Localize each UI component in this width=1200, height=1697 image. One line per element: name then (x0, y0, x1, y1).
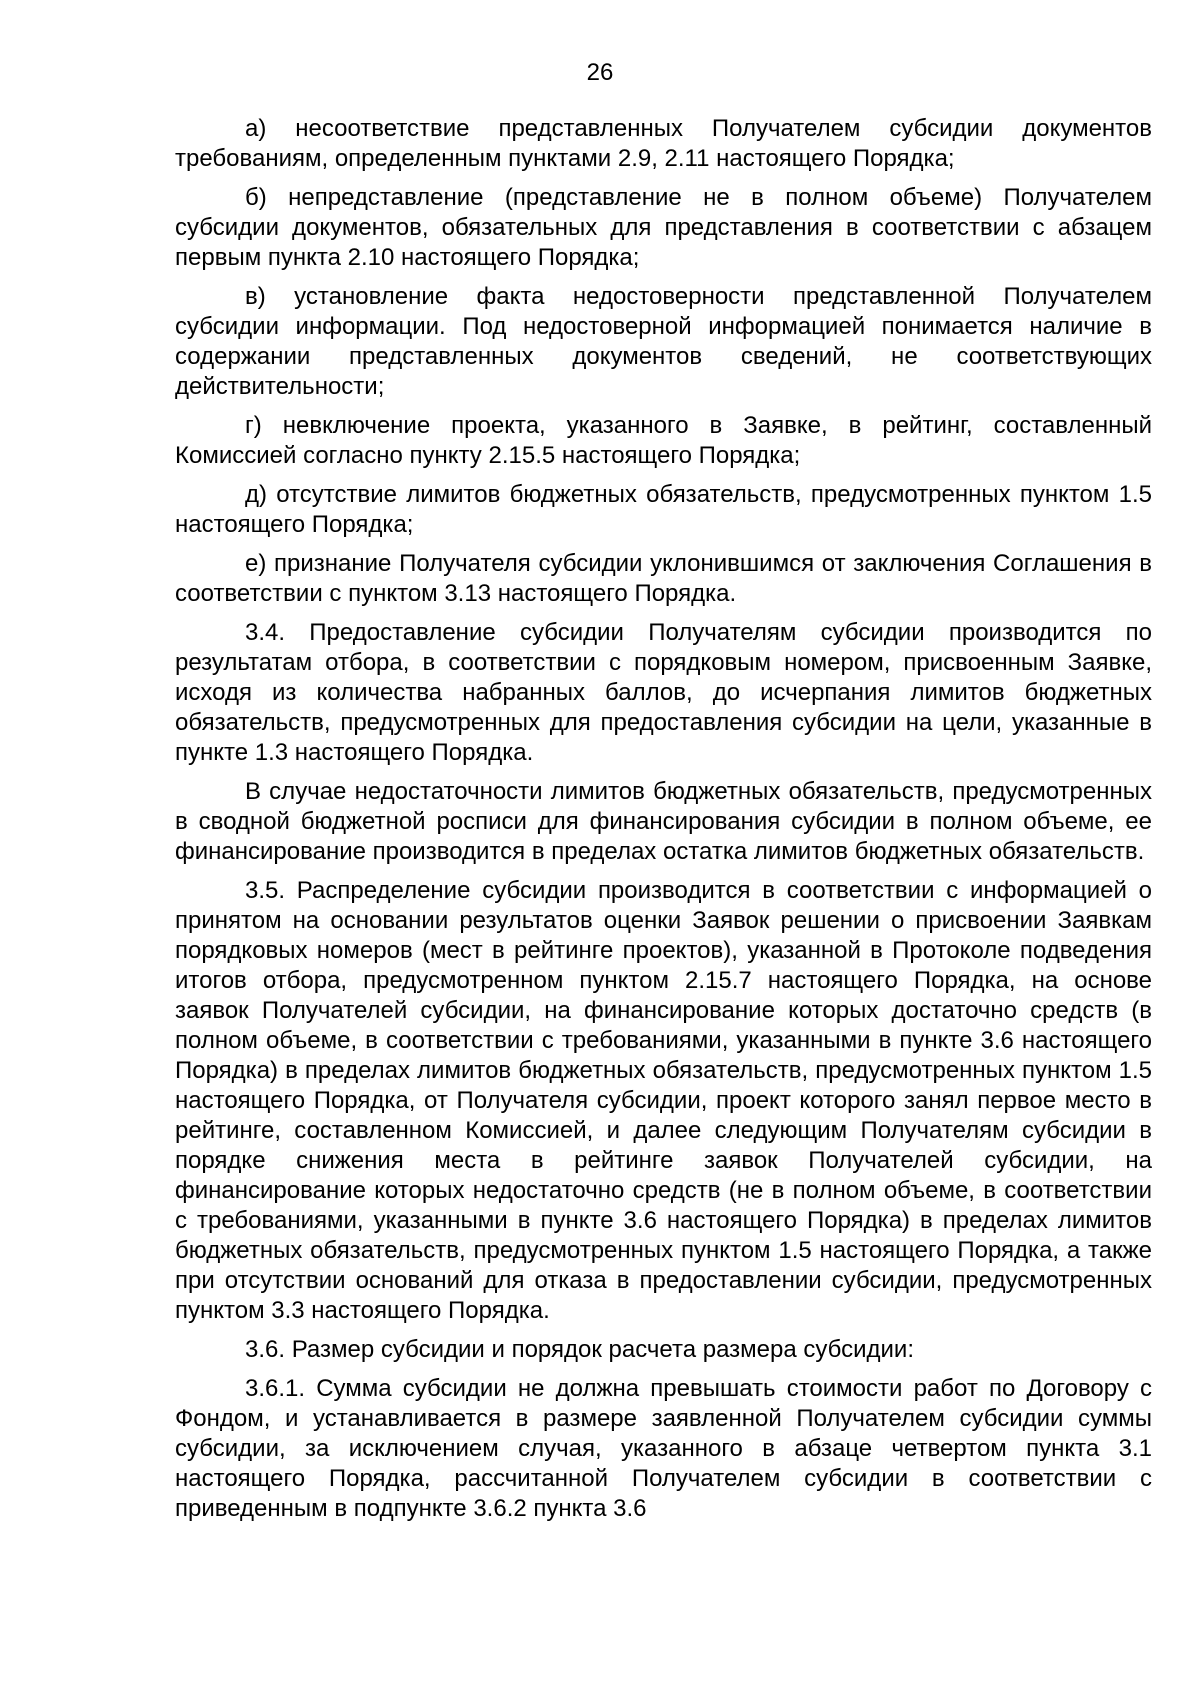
paragraph-3-4-limits: В случае недостаточности лимитов бюджетных обязательств, предусмотренных в сводной бюджетной росписи для финансирования субсидии в полном объеме, ее финансирование производится в пределах остатка лимитов бюджетных обязательств. (175, 778, 1152, 865)
paragraph-v: в) установление факта недостоверности представленной Получателем субсидии информации. Под недостоверной информацией понимается наличие в содержании представленных документов сведений, не соответствующих действительности; (175, 283, 1152, 400)
paragraph-g: г) невключение проекта, указанного в Заявке, в рейтинг, составленный Комиссией согласно пункту 2.15.5 настоящего Порядка; (175, 412, 1152, 469)
paragraph-e: е) признание Получателя субсидии уклонившимся от заключения Соглашения в соответствии с пунктом 3.13 настоящего Порядка. (175, 550, 1152, 607)
paragraph-d: д) отсутствие лимитов бюджетных обязательств, предусмотренных пунктом 1.5 настоящего Порядка; (175, 481, 1152, 538)
paragraph-b: б) непредставление (представление не в полном объеме) Получателем субсидии документов, обязательных для представления в соответствии с абзацем первым пункта 2.10 настоящего Порядка; (175, 184, 1152, 271)
paragraph-3-4: 3.4. Предоставление субсидии Получателям субсидии производится по результатам отбора, в соответствии с порядковым номером, присвоенным Заявке, исходя из количества набранных баллов, до исчерпания лимитов бюджетных обязательств, предусмотренных для предоставления субсидии на цели, указанные в пункте 1.3 настоящего Порядка. (175, 619, 1152, 766)
paragraph-3-5: 3.5. Распределение субсидии производится в соответствии с информацией о принятом на основании результатов оценки Заявок решении о присвоении Заявкам порядковых номеров (мест в рейтинге проектов), указанной в Протоколе подведения итогов отбора, предусмотренном пунктом 2.15.7 настоящего Порядка, на основе заявок Получателей субсидии, на финансирование которых достаточно средств (в полном объеме, в соответствии с требованиями, указанными в пункте 3.6 настоящего Порядка) в пределах лимитов бюджетных обязательств, предусмотренных пунктом 1.5 настоящего Порядка, от Получателя субсидии, проект которого занял первое место в рейтинге, составленном Комиссией, и далее следующим Получателям субсидии в порядке снижения места в рейтинге заявок Получателей субсидии, на финансирование которых недостаточно средств (не в полном объеме, в соответствии с требованиями, указанными в пункте 3.6 настоящего Порядка) в пределах лимитов бюджетных обязательств, предусмотренных пунктом 1.5 настоящего Порядка, а также при отсутствии оснований для отказа в предоставлении субсидии, предусмотренных пунктом 3.3 настоящего Порядка. (175, 877, 1152, 1324)
paragraph-a: а) несоответствие представленных Получателем субсидии документов требованиям, определенным пунктами 2.9, 2.11 настоящего Порядка; (175, 115, 1152, 172)
paragraph-3-6: 3.6. Размер субсидии и порядок расчета размера субсидии: (245, 1336, 914, 1363)
page-number: 26 (586, 59, 614, 86)
paragraph-3-6-1: 3.6.1. Сумма субсидии не должна превышать стоимости работ по Договору с Фондом, и устанавливается в размере заявленной Получателем субсидии суммы субсидии, за исключением случая, указанного в абзаце четвертом пункта 3.1 настоящего Порядка, рассчитанной Получателем субсидии в соответствии с приведенным в подпункте 3.6.2 пункта 3.6 (175, 1375, 1152, 1522)
document-body (175, 114, 1152, 1533)
